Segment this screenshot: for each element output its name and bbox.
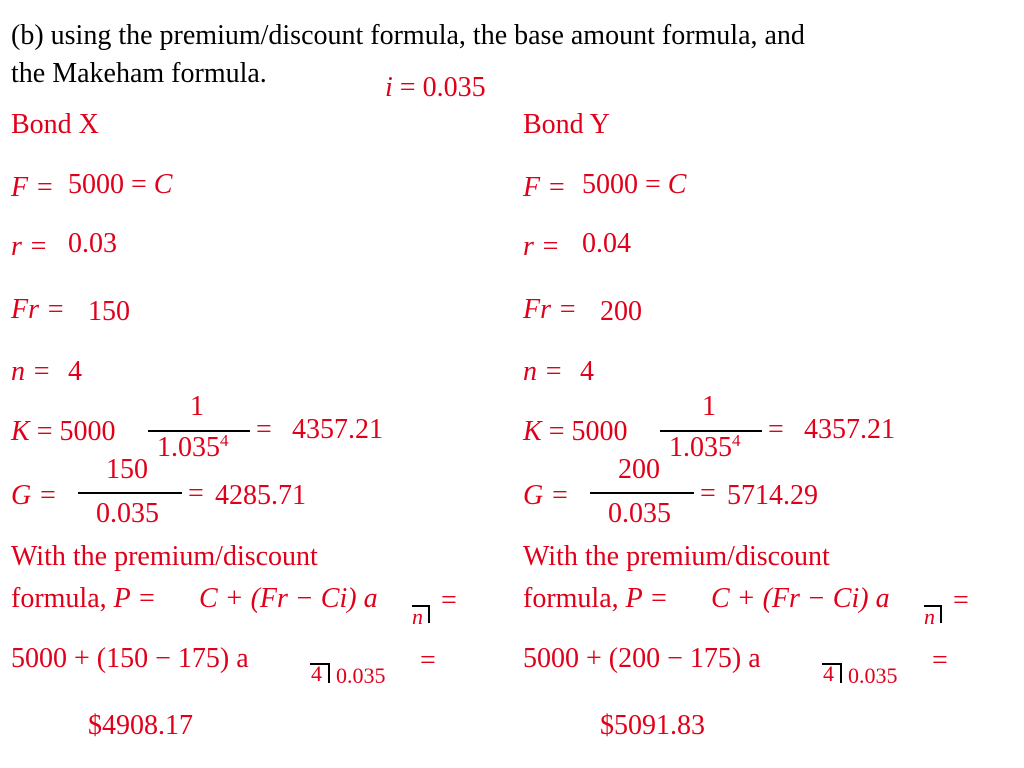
bond-y-calc-subscript: 4 xyxy=(823,661,834,686)
bond-x-P-equals: = xyxy=(441,585,457,616)
bond-x-F-number: 5000 = xyxy=(68,169,154,200)
bond-x-F-label: F = xyxy=(11,172,54,203)
bond-y-F-number: 5000 = xyxy=(582,169,668,200)
bond-x-K-den-base: 1.035 xyxy=(157,432,220,463)
bond-x-calc-rate: 0.035 xyxy=(336,663,386,688)
bond-y-pd-text-1: With the premium/discount xyxy=(523,541,830,572)
bond-x-n-label: n = xyxy=(11,356,51,387)
bond-y-K-lhs xyxy=(523,418,627,446)
bond-y-G-fraction-bar xyxy=(590,492,694,494)
bond-x-result: $4908.17 xyxy=(88,710,193,741)
bond-x-pd-text-2 xyxy=(11,585,156,613)
bond-x-annuity-side xyxy=(428,605,430,623)
bond-x-F-value xyxy=(68,171,172,199)
bond-x-Fr-value: 150 xyxy=(88,296,130,327)
bond-x-K-value: 4357.21 xyxy=(292,414,383,445)
bond-x-G-denominator: 0.035 xyxy=(96,498,159,529)
bond-y-K-value: 4357.21 xyxy=(804,414,895,445)
bond-x-calc-equals: = xyxy=(420,645,436,676)
bond-x-n-value: 4 xyxy=(68,356,82,387)
bond-x-K-equals: = xyxy=(256,414,272,445)
bond-x-r-value: 0.03 xyxy=(68,228,117,259)
bond-x-P-var: P = xyxy=(113,583,157,614)
bond-y-annuity-side xyxy=(940,605,942,623)
bond-y-P-subscript: n xyxy=(924,604,935,629)
bond-y-n-value: 4 xyxy=(580,356,594,387)
bond-x-Fr-label: Fr = xyxy=(11,294,65,325)
bond-x-pd-formula-word: formula, xyxy=(11,583,114,614)
bond-y-pd-formula-word: formula, xyxy=(523,583,626,614)
bond-y-F-value xyxy=(582,171,686,199)
bond-y-G-value: 5714.29 xyxy=(727,480,818,511)
bond-y-Fr-label: Fr = xyxy=(523,294,577,325)
bond-y-F-label: F = xyxy=(523,172,566,203)
bond-y-K-eq: = 5000 xyxy=(541,416,628,447)
bond-x-G-value: 4285.71 xyxy=(215,480,306,511)
bond-x-P-subscript: n xyxy=(412,604,423,629)
bond-x-K-den-exp: 4 xyxy=(220,431,229,450)
bond-y-P-formula: C + (Fr − Ci) a xyxy=(711,583,890,614)
bond-y-G-numerator: 200 xyxy=(618,454,660,485)
bond-x-F-C: C xyxy=(153,169,173,200)
bond-y-calc-equals: = xyxy=(932,645,948,676)
bond-x-title: Bond X xyxy=(11,109,99,140)
bond-y-G-denominator: 0.035 xyxy=(608,498,671,529)
bond-y-K-denominator xyxy=(669,431,741,463)
bond-y-r-value: 0.04 xyxy=(582,228,631,259)
bond-x-K-lhs xyxy=(11,418,115,446)
bond-y-G-label: G = xyxy=(523,480,570,511)
bond-x-calc-annuity-side xyxy=(328,663,330,683)
bond-x-G-label: G = xyxy=(11,480,58,511)
bond-y-K-equals: = xyxy=(768,414,784,445)
bond-y-K-numerator: 1 xyxy=(702,391,716,422)
bond-y-K-den-exp: 4 xyxy=(732,431,741,450)
interest-rate-value: = 0.035 xyxy=(399,72,486,103)
bond-x-K-var: K xyxy=(11,416,30,447)
interest-rate-var: i xyxy=(385,72,393,103)
heading-line-2: the Makeham formula. xyxy=(11,58,267,89)
bond-x-G-equals: = xyxy=(188,478,204,509)
bond-x-pd-text-1: With the premium/discount xyxy=(11,541,318,572)
bond-x-K-eq: = 5000 xyxy=(29,416,116,447)
bond-y-P-var: P = xyxy=(625,583,669,614)
bond-y-n-label: n = xyxy=(523,356,563,387)
bond-x-K-denominator xyxy=(157,431,229,463)
bond-x-calc: 5000 + (150 − 175) a xyxy=(11,643,249,674)
bond-x-calc-subscript: 4 xyxy=(311,661,322,686)
bond-x-r-label: r = xyxy=(11,231,48,262)
bond-y-calc: 5000 + (200 − 175) a xyxy=(523,643,761,674)
bond-y-K-den-base: 1.035 xyxy=(669,432,732,463)
bond-x-K-numerator: 1 xyxy=(190,391,204,422)
heading-line-1: (b) using the premium/discount formula, the base amount formula, and xyxy=(11,20,805,51)
bond-y-r-label: r = xyxy=(523,231,560,262)
bond-y-K-var: K xyxy=(523,416,542,447)
bond-y-calc-rate: 0.035 xyxy=(848,663,898,688)
bond-y-P-equals: = xyxy=(953,585,969,616)
bond-y-pd-text-2 xyxy=(523,585,668,613)
bond-y-F-C: C xyxy=(667,169,687,200)
bond-x-G-numerator: 150 xyxy=(106,454,148,485)
bond-y-Fr-value: 200 xyxy=(600,296,642,327)
bond-y-calc-annuity-side xyxy=(840,663,842,683)
bond-x-P-formula: C + (Fr − Ci) a xyxy=(199,583,378,614)
bond-y-G-equals: = xyxy=(700,478,716,509)
bond-x-G-fraction-bar xyxy=(78,492,182,494)
bond-y-result: $5091.83 xyxy=(600,710,705,741)
bond-y-title: Bond Y xyxy=(523,109,610,140)
interest-rate xyxy=(385,74,486,102)
